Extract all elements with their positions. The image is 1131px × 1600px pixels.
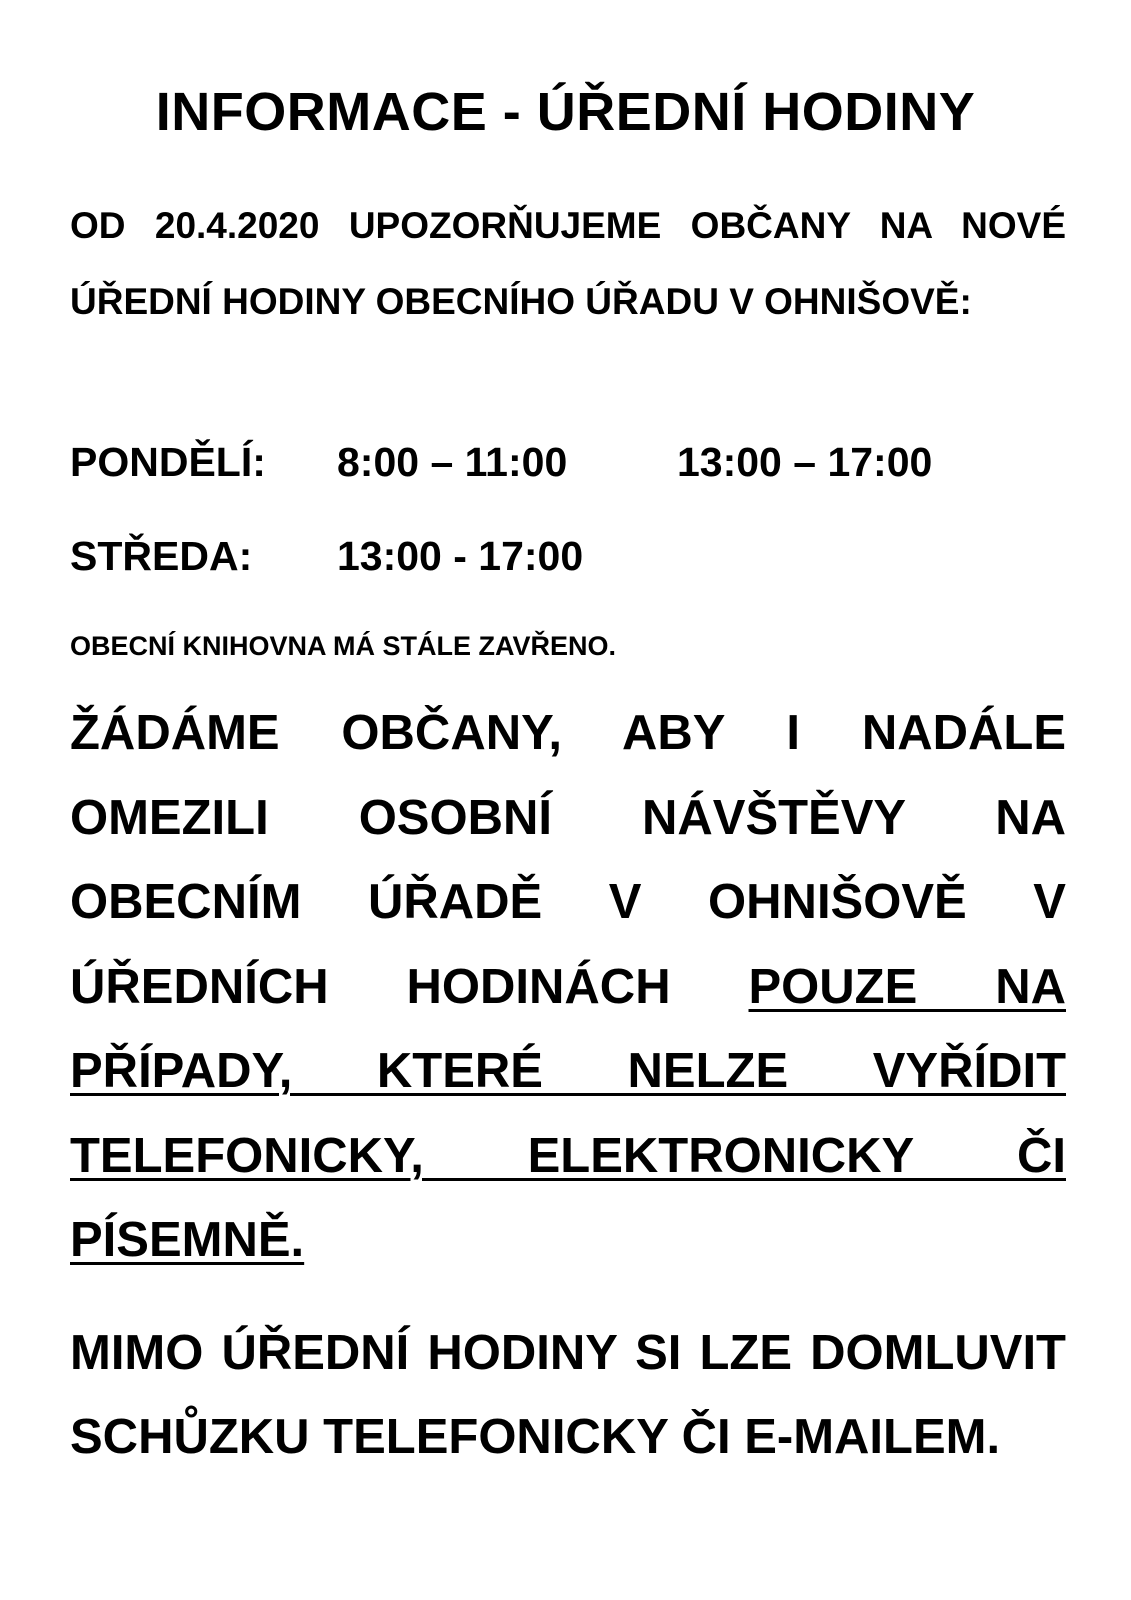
hours-time-morning: 8:00 – 11:00 — [337, 439, 568, 485]
request-underlined-text: POUZE NA PŘÍPADY, KTERÉ NELZE VYŘÍDIT TELEFONICKY, ELEKTRONICKY ČI PÍSEMNĚ. — [70, 959, 1066, 1267]
request-text: ŽÁDÁME OBČANY, ABY I NADÁLE OMEZILI OSOBNÍ NÁVŠTĚVY NA OBECNÍM ÚŘADĚ V OHNIŠOVĚ V ÚŘEDNÍCH HODINÁCH — [70, 706, 1066, 1014]
request-paragraph — [70, 691, 1066, 1283]
hours-day-label: STŘEDA: — [70, 533, 253, 579]
hours-time-afternoon: 13:00 – 17:00 — [677, 439, 933, 485]
page-title: INFORMACE - ÚŘEDNÍ HODINY — [155, 82, 976, 142]
hours-day-label: PONDĚLÍ: — [70, 439, 266, 485]
hours-time-afternoon: 13:00 - 17:00 — [337, 533, 584, 579]
outside-hours-paragraph: MIMO ÚŘEDNÍ HODINY SI LZE DOMLUVIT SCHŮZKU TELEFONICKY ČI E-MAILEM. — [70, 1326, 1066, 1464]
intro-paragraph: OD 20.4.2020 UPOZORŇUJEME OBČANY NA NOVÉ ÚŘEDNÍ HODINY OBECNÍHO ÚŘADU V OHNIŠOVĚ: — [70, 205, 1066, 322]
library-closed-note: OBECNÍ KNIHOVNA MÁ STÁLE ZAVŘENO. — [70, 631, 617, 661]
